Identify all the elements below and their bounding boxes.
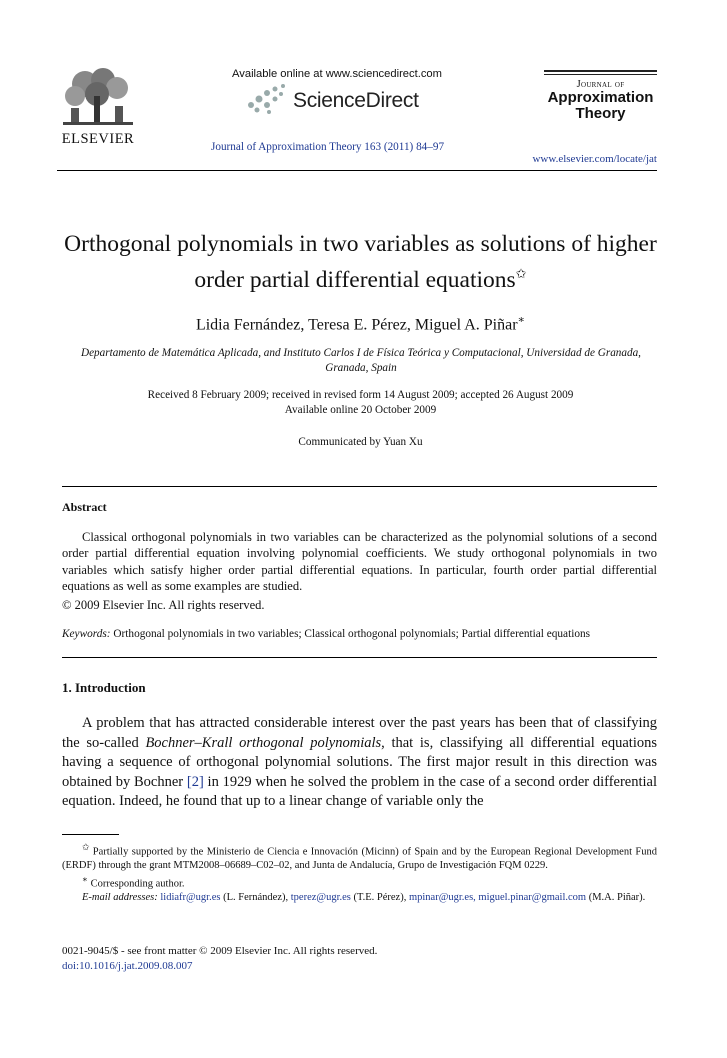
intro-text-a: A problem that has attracted considerable interest over the past years has been that of classifying the so-called xyxy=(62,715,657,751)
journal-url-link[interactable]: www.elsevier.com/locate/jat xyxy=(532,153,657,165)
abstract-copyright: © 2009 Elsevier Inc. All rights reserved. xyxy=(62,598,265,612)
author-list xyxy=(57,313,664,334)
email-owner-fernandez: (L. Fernández), xyxy=(223,892,289,904)
title-footnote-mark[interactable]: ✩ xyxy=(515,266,527,281)
keywords-label: Keywords: xyxy=(62,628,111,640)
journal-small-label: Journal of xyxy=(576,79,625,90)
elsevier-tree-icon xyxy=(57,68,139,130)
email-footnote xyxy=(62,891,657,905)
email-link-pinar[interactable]: mpinar@ugr.es, xyxy=(408,892,476,904)
email-owner-pinar: (M.A. Piñar). xyxy=(588,892,646,904)
sciencedirect-brand: ScienceDirect xyxy=(293,89,419,112)
corresponding-footnote xyxy=(62,873,657,891)
journal-logo-rule xyxy=(544,74,657,76)
authors-text: Lidia Fernández, Teresa E. Pérez, Miguel A. Piñar xyxy=(195,316,518,334)
journal-logo xyxy=(544,70,657,122)
corresponding-footnote-text: Corresponding author. xyxy=(90,878,185,890)
email-link-fernandez[interactable]: lidiafr@ugr.es xyxy=(160,892,221,904)
paper-title xyxy=(57,230,664,295)
funding-footnote-mark: ✩ xyxy=(82,842,90,852)
email-link-pinar-gmail[interactable]: miguel.pinar@gmail.com xyxy=(478,892,587,904)
affiliation: Departamento de Matemática Aplicada, and Instituto Carlos I de Física Teórica y Computacional, Universidad de Granada, Granada, Spain xyxy=(81,347,641,374)
abstract-bottom-divider xyxy=(62,657,657,658)
intro-text-b: , that is, classifying all differential equations having a sequence of orthogonal polynomial solutions. The first major result in this direction was obtained by Bochner xyxy=(62,734,657,790)
communicated-by: Communicated by Yuan Xu xyxy=(298,436,423,448)
email-owner-perez: (T.E. Pérez), xyxy=(353,892,407,904)
funding-footnote xyxy=(62,841,657,873)
journal-citation: Journal of Approximation Theory 163 (2011) 84–97 xyxy=(211,141,445,153)
reference-link[interactable]: [2] xyxy=(186,773,204,790)
intro-text-italic: Bochner–Krall orthogonal polynomials xyxy=(145,734,382,751)
email-label: E-mail addresses: xyxy=(82,892,158,904)
abstract-text: Classical orthogonal polynomials in two variables can be characterized as the polynomial solutions of a second order partial differential equation involving polynomial coefficients. We study orthogonal polynomials in two variables which satisfy higher order partial differential equations. In particular, fourth order partial differential equations as well as some examples are studied. xyxy=(62,530,657,593)
header-divider xyxy=(57,170,657,171)
journal-logo-rule xyxy=(544,70,657,72)
online-date: Available online 20 October 2009 xyxy=(284,403,437,416)
sciencedirect-dots-icon xyxy=(245,83,289,115)
introduction-paragraph xyxy=(62,714,657,812)
abstract-heading: Abstract xyxy=(62,500,107,514)
paper-title-text: Orthogonal polynomials in two variables as solutions of higher order partial differential equations xyxy=(64,231,657,293)
elsevier-logo xyxy=(57,68,139,148)
keywords-list: Orthogonal polynomials in two variables; Classical orthogonal polynomials; Partial differential equations xyxy=(113,628,591,640)
received-dates: Received 8 February 2009; received in revised form 14 August 2009; accepted 26 August 2009 xyxy=(147,389,574,401)
abstract-top-divider xyxy=(62,486,657,487)
footnotes xyxy=(62,841,657,905)
corresponding-footnote-mark: ∗ xyxy=(82,873,88,884)
funding-footnote-text: Partially supported by the Ministerio de Ciencia e Innovación (Micinn) of Spain and by the European Regional Development Fund (ERDF) through the grant MTM2008–06689–C02–02, and Junta de Andalucía, Grupo de Investigación FQM 0229. xyxy=(62,846,657,872)
email-link-perez[interactable]: tperez@ugr.es xyxy=(290,892,351,904)
section-heading-introduction: 1. Introduction xyxy=(62,680,146,695)
journal-name-line-2: Theory xyxy=(575,105,626,122)
corresponding-author-mark[interactable]: ∗ xyxy=(517,314,526,326)
article-dates xyxy=(57,388,664,417)
keywords xyxy=(62,628,657,640)
doi-link[interactable]: doi:10.1016/j.jat.2009.08.007 xyxy=(62,960,193,972)
sd-available-text: Available online at www.sciencedirect.com xyxy=(232,68,442,80)
publisher-name: ELSEVIER xyxy=(61,131,135,147)
journal-name-line-1: Approximation xyxy=(547,89,654,106)
footnote-divider xyxy=(62,834,119,835)
sciencedirect-logo[interactable] xyxy=(245,83,445,117)
front-matter-line: 0021-9045/$ - see front matter © 2009 Elsevier Inc. All rights reserved. xyxy=(62,945,378,957)
intro-text-c: in 1929 when he solved the problem in the case of a second order differential equation. Indeed, he found that up to a linear change of variable only the xyxy=(62,773,657,809)
